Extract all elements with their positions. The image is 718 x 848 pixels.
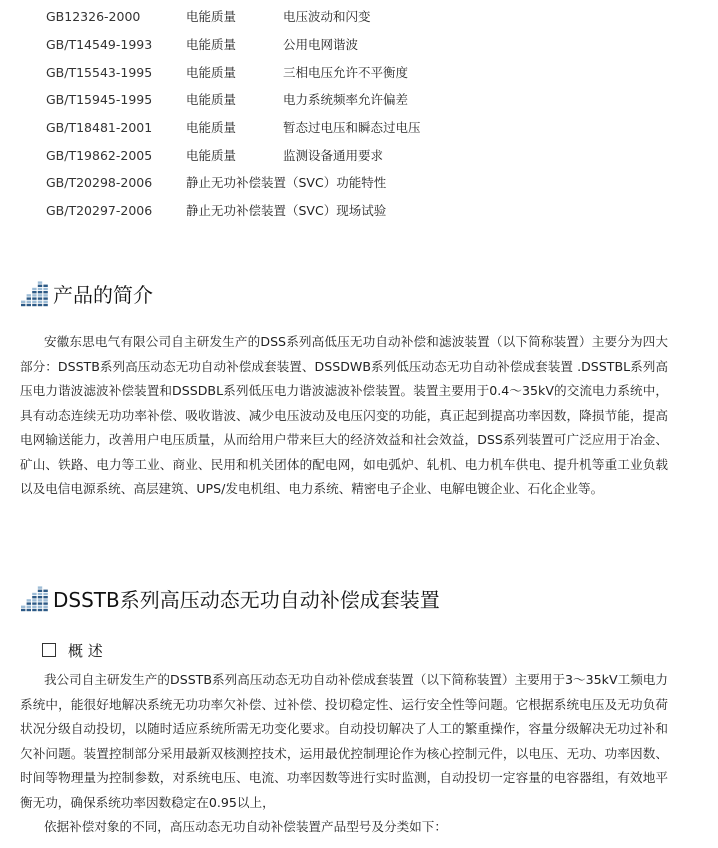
standard-category: 静止无功补偿装置（SVC）现场试验 [186, 203, 387, 218]
standard-code: GB/T19862-2005 [46, 148, 153, 163]
standard-description: 暂态过电压和瞬态过电压 [283, 120, 421, 135]
overview-heading [42, 640, 103, 662]
table-row [0, 6, 718, 28]
standard-category: 静止无功补偿装置（SVC）功能特性 [186, 175, 387, 190]
standard-category: 电能质量 [186, 148, 237, 163]
standard-description: 公用电网谐波 [283, 37, 359, 52]
overview-label: 概 述 [68, 642, 103, 660]
standard-code: GB/T15543-1995 [46, 65, 153, 80]
table-row [0, 117, 718, 139]
standard-category: 电能质量 [186, 92, 237, 107]
standard-category: 电能质量 [186, 120, 237, 135]
section-title: DSSTB系列高压动态无功自动补偿成套装置 [53, 588, 440, 612]
overview-paragraph [20, 668, 668, 840]
overview-text: 我公司自主研发生产的DSSTB系列高压动态无功自动补偿成套装置（以下简称装置）主要用于3～35kV工频电力系统中，能很好地解决系统无功功率欠补偿、过补偿、投切稳定性、运行安全性等问题。它根据系统电压及无功负荷状况分级自动投切，以随时适应系统所需无功变化要求。自动投切解决了人工的繁重操作，容量分级解决无功过补和欠补问题。装置控制部分采用最新双核测控技术，运用最优控制理论作为核心控制元件，以电压、无功、功率因数、时间等物理量为控制参数，对系统电压、电流、功率因数等进行实时监测，自动投切一定容量的电容器组，有效地平衡无功，确保系统功率因数稳定在0.95以上， [20, 672, 668, 810]
bar-chart-icon [20, 585, 50, 615]
table-row [0, 200, 718, 222]
standard-description: 三相电压允许不平衡度 [283, 65, 409, 80]
standard-category: 电能质量 [186, 37, 237, 52]
intro-heading [20, 280, 700, 312]
standard-description: 电力系统频率允许偏差 [283, 92, 409, 107]
table-row [0, 145, 718, 167]
standard-description: 监测设备通用要求 [283, 148, 384, 163]
section-title: 产品的简介 [53, 283, 153, 307]
bar-chart-icon [20, 280, 50, 310]
standard-code: GB/T20297-2006 [46, 203, 153, 218]
table-row [0, 89, 718, 111]
table-row [0, 34, 718, 56]
standard-code: GB/T20298-2006 [46, 175, 153, 190]
standard-category: 电能质量 [186, 9, 237, 24]
standard-code: GB12326-2000 [46, 9, 141, 24]
standard-category: 电能质量 [186, 65, 237, 80]
table-row [0, 172, 718, 194]
standard-description: 电压波动和闪变 [283, 9, 371, 24]
square-bullet-icon [42, 643, 56, 657]
intro-paragraph [20, 330, 668, 502]
dsstb-heading [20, 585, 700, 617]
classification-text: 依据补偿对象的不同，高压动态无功自动补偿装置产品型号及分类如下： [43, 819, 447, 834]
standard-code: GB/T18481-2001 [46, 120, 153, 135]
intro-text: 安徽东思电气有限公司自主研发生产的DSS系列高低压无功自动补偿和滤波装置（以下简称装置）主要分为四大部分：DSSTB系列高压动态无功自动补偿成套装置、DSSDWB系列低压动态无功自动补偿成套装置 .DSSTBL系列高压电力谐波滤波补偿装置和DSSDBL系列低压电力谐波滤波补偿装置。装置主要用于0.4～35kV的交流电力系统中，具有动态连续无功功率补偿、吸收谐波、减少电压波动及电压闪变的功能，真正起到提高功率因数，降损节能，提高电网输送能力，改善用户电压质量，从而给用户带来巨大的经济效益和社会效益，DSS系列装置可广泛应用于冶金、矿山、铁路、电力等工业、商业、民用和机关团体的配电网，如电弧炉、轧机、电力机车供电、提升机等重工业负载以及电信电源系统、高层建筑、UPS/发电机组、电力系统、精密电子企业、电解电镀企业、石化企业等。 [20, 334, 668, 496]
standard-code: GB/T15945-1995 [46, 92, 153, 107]
table-row [0, 62, 718, 84]
standard-code: GB/T14549-1993 [46, 37, 153, 52]
